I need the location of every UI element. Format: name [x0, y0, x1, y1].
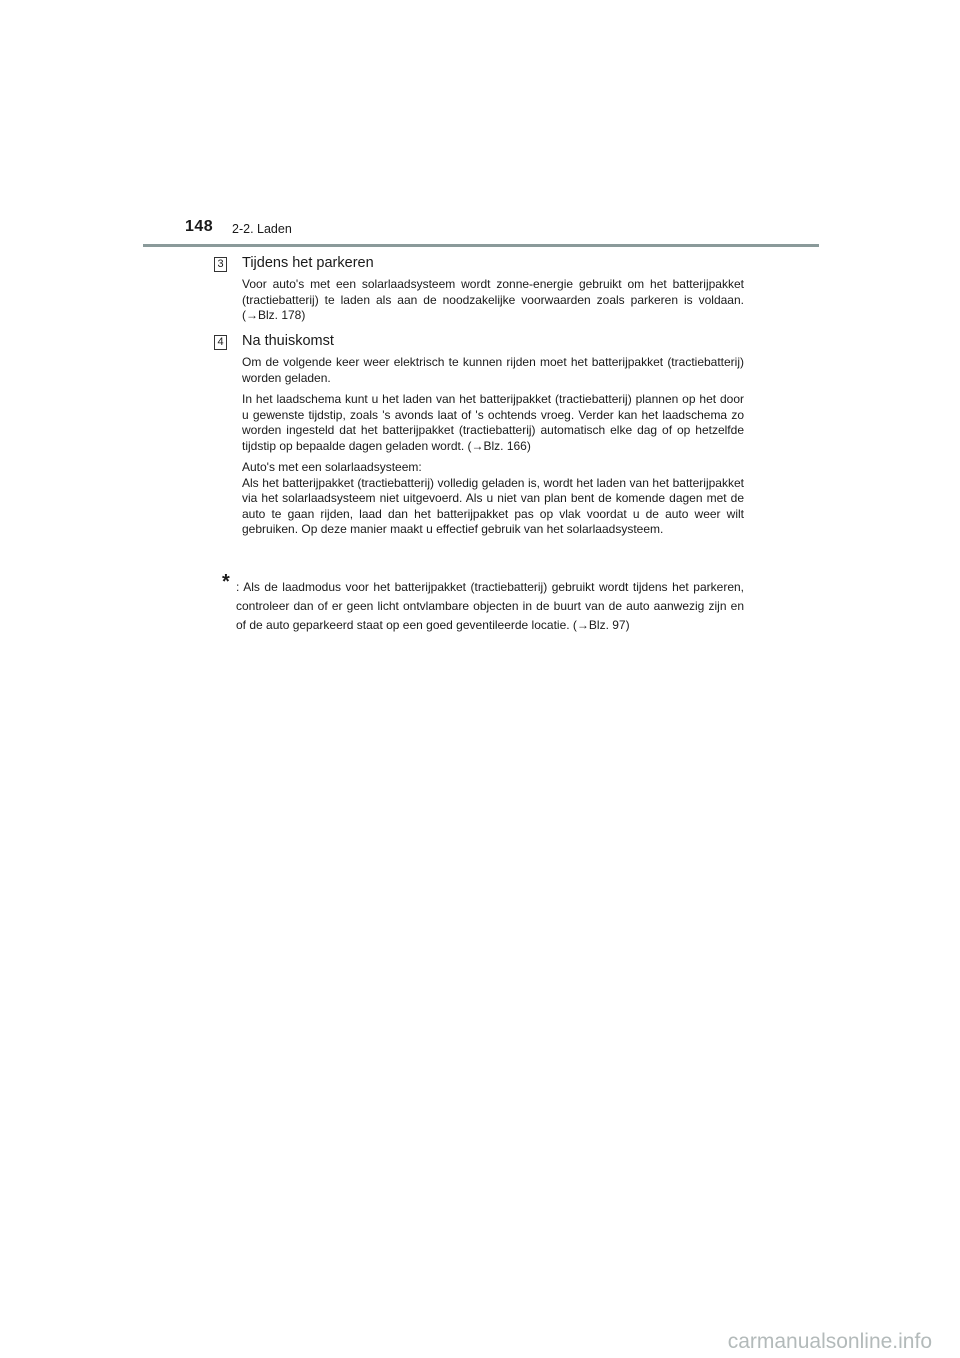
watermark: carmanualsonline.info [727, 1330, 932, 1353]
section-title: 2-2. Laden [232, 222, 292, 236]
footnote [222, 571, 744, 635]
list-item-4 [214, 333, 744, 544]
list-item-3 [214, 255, 744, 330]
item-subheading: Auto's met een solarlaadsysteem: [242, 460, 422, 474]
footnote-marker: * [222, 571, 230, 593]
item-paragraph: Als het batterijpakket (tractiebatterij) volledig geladen is, wordt het laden van het batterijpakket via het solarlaadsysteem niet uitgevoerd. Als u niet van plan bent de komende dagen met de auto te gaan rijden, laad dan het batterijpakket pas op vlak voordat u de auto weer wilt gebruiken. Op deze manier maakt u effectief gebruik van het solarlaadsysteem. [242, 475, 744, 536]
header-divider [143, 244, 819, 247]
footnote-text: : Als de laadmodus voor het batterijpakket (tractiebatterij) gebruikt wordt tijdens het parkeren, controleer dan of er geen licht ontvlambare objecten in de buurt van de auto aanwezig zijn en of de auto geparkeerd staat op een goed geventileerde locatie. (→Blz. 97) [236, 580, 744, 632]
page-number: 148 [185, 218, 214, 235]
item-title: Tijdens het parkeren [242, 255, 374, 271]
item-paragraph: In het laadschema kunt u het laden van het batterijpakket (tractiebatterij) plannen op het door u gewenste tijdstip, zoals 's avonds laat of 's ochtends vroeg. Verder kan het laadschema zo worden ingesteld dat het batterijpakket (tractiebatterij) automatisch elke dag of op hetzelfde tijdstip op bepaalde dagen geladen wordt. (→Blz. 166) [242, 392, 744, 453]
item-title: Na thuiskomst [242, 333, 334, 349]
item-number-badge: 3 [214, 257, 227, 272]
item-paragraph: Voor auto's met een solarlaadsysteem wordt zonne-energie gebruikt om het batterijpakket (tractiebatterij) te laden als aan de noodzakelijke voorwaarden zoals parkeren is voldaan. (→Blz. 178) [242, 277, 744, 322]
item-paragraph: Om de volgende keer weer elektrisch te kunnen rijden moet het batterijpakket (tractiebatterij) worden geladen. [242, 355, 744, 385]
item-number-badge: 4 [214, 335, 227, 350]
